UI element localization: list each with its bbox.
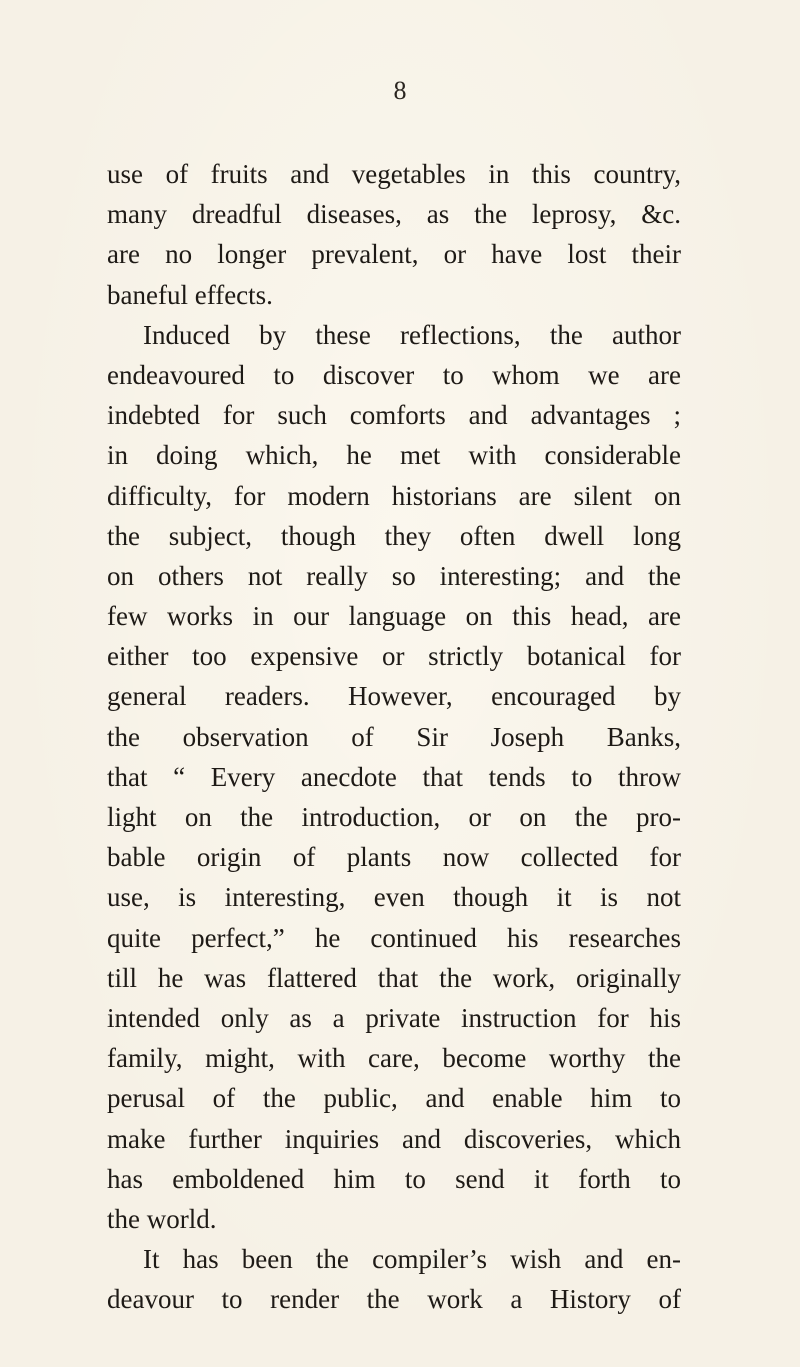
text-line: difficulty, for modern historians are silent on (107, 480, 681, 511)
text-line: the world. (107, 1203, 217, 1234)
text-line: intended only as a private instruction for his (107, 1002, 681, 1033)
text-line: in doing which, he met with considerable (107, 440, 681, 471)
text-line: use, is interesting, even though it is not (107, 882, 681, 913)
text-line: light on the introduction, or on the pro- (107, 802, 681, 832)
body-text (107, 154, 681, 1319)
text-line: endeavoured to discover to whom we are (107, 359, 681, 390)
text-line: many dreadful diseases, as the leprosy, &c. (107, 199, 681, 230)
text-line: use of fruits and vegetables in this country, (107, 159, 681, 189)
text-line: indebted for such comforts and advantages ; (107, 400, 681, 431)
text-line: family, might, with care, become worthy the (107, 1043, 681, 1074)
text-line: the subject, though they often dwell long (107, 520, 681, 551)
text-line: on others not really so interesting; and the (107, 560, 681, 591)
text-line: few works in our language on this head, are (107, 601, 681, 632)
text-line: baneful effects. (107, 279, 273, 310)
text-line: Induced by these reflections, the author (143, 319, 681, 350)
text-line: quite perfect,” he continued his researches (107, 922, 681, 953)
text-line: deavour to render the work a History of (107, 1284, 681, 1315)
page-number: 8 (393, 76, 407, 105)
text-line: perusal of the public, and enable him to (107, 1083, 681, 1114)
text-line: that “ Every anecdote that tends to throw (107, 761, 681, 792)
text-line: are no longer prevalent, or have lost their (107, 239, 681, 270)
text-line: has emboldened him to send it forth to (107, 1163, 681, 1194)
text-line: bable origin of plants now collected for (107, 842, 681, 873)
text-line: either too expensive or strictly botanical for (107, 641, 681, 672)
text-line: general readers. However, encouraged by (107, 681, 681, 712)
text-line: make further inquiries and discoveries, which (107, 1123, 681, 1154)
text-line: It has been the compiler’s wish and en- (143, 1244, 681, 1275)
text-line: the observation of Sir Joseph Banks, (107, 721, 681, 752)
text-line: till he was flattered that the work, originally (107, 962, 681, 993)
